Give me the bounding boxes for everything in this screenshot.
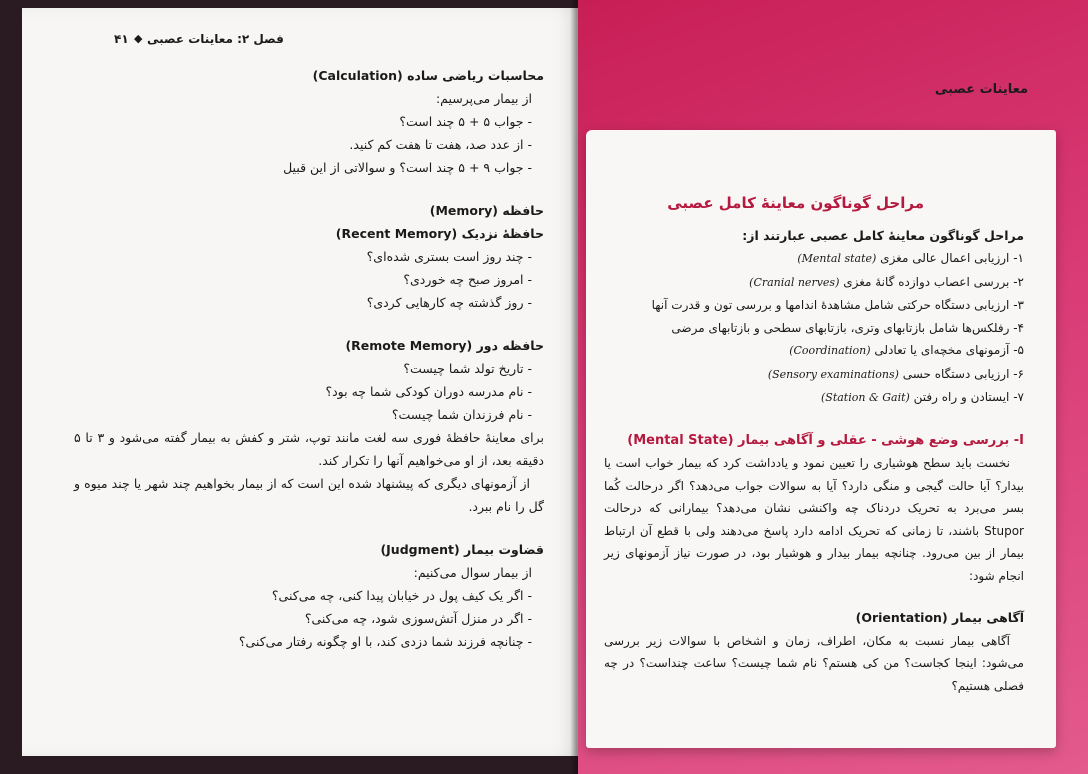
- judgment-intro: از بیمار سوال می‌کنیم:: [413, 565, 532, 580]
- calculation-heading: محاسبات ریاضی ساده (Calculation): [312, 68, 544, 83]
- mental-state-paragraph: نخست باید سطح هوشیاری را تعیین نمود و یادداشت کرد که بیمار خواب است یا بیدار؟ آیا حالت گیجی و منگی دارد؟ آیا به سوالات جواب می‌دهد؟ اگر درحالت کُما بسر می‌برد به تحریک دردناک چه واکنشی نشان می‌دهد؟ بیمارانی که درحالت Stupor باشند، تا زمانی که تحریک ادامه دارد پاسخ می‌دهند ولی با قطع آن ارتباط بیمار از بین می‌رود. چنانچه بیمار بیدار و هوشیار بود، در صورت نیاز آزمونهای زیر انجام شود:: [604, 456, 1024, 583]
- list-item: ۱- ارزیابی اعمال عالی مغزی (Mental state): [797, 251, 1024, 265]
- list-item: - جواب ۹ + ۵ چند است؟ و سوالاتی از این قبیل: [283, 160, 532, 175]
- recent-memory-heading: حافظهٔ نزدیک (Recent Memory): [335, 226, 544, 241]
- list-item: ۴- رفلکس‌ها شامل بازتابهای وتری، بازتابهای سطحی و بازتابهای مرضی: [671, 320, 1024, 335]
- list-item: - از عدد صد، هفت تا هفت کم کنید.: [349, 137, 532, 152]
- list-item: - چند روز است بستری شده‌ای؟: [366, 249, 532, 264]
- list-item: ۳- ارزیابی دستگاه حرکتی شامل مشاهدهٔ اندامها و بررسی تون و قدرت آنها: [651, 298, 1024, 312]
- memory-paragraph: برای معاینهٔ حافظهٔ فوری سه لغت مانند توپ، شتر و کفش به بیمار گفته می‌شود و ۳ تا ۵ دقیقه بعد، از او می‌خواهیم آنها را تکرار کند.: [74, 430, 545, 468]
- orientation-paragraph: آگاهی بیمار نسبت به مکان، اطراف، زمان و اشخاص با سوالات زیر بررسی می‌شود: اینجا کجاست؟ من کی هستم؟ نام شما چیست؟ ساعت چنداست؟ در چه فصلی هستیم؟: [604, 633, 1024, 693]
- mental-state-heading: I- بررسی وضع هوشی - عقلی و آگاهی بیمار (Mental State): [627, 432, 1024, 448]
- chapter-title: فصل ۲: معاینات عصبی: [147, 32, 284, 46]
- list-item: - چنانچه فرزند شما دزدی کند، با او چگونه رفتار می‌کنی؟: [238, 634, 532, 649]
- right-paper: [586, 130, 1056, 748]
- right-body: [604, 192, 1024, 697]
- list-item: - اگر در منزل آتش‌سوزی شود، چه می‌کنی؟: [304, 611, 532, 626]
- list-item: - روز گذشته چه کارهایی کردی؟: [366, 295, 532, 310]
- list-item: ۵- آزمونهای مخچه‌ای یا تعادلی (Coordination): [789, 343, 1024, 357]
- judgment-heading: قضاوت بیمار (Judgment): [380, 542, 544, 557]
- list-item: - تاریخ تولد شما چیست؟: [403, 361, 532, 376]
- left-page: [22, 8, 582, 756]
- list-item: - نام مدرسه دوران کودکی شما چه بود؟: [325, 384, 532, 399]
- remote-memory-heading: حافظه دور (Remote Memory): [345, 338, 544, 353]
- chapter-heading: مراحل گوناگون معاینهٔ کامل عصبی: [667, 194, 924, 212]
- memory-heading: حافظه (Memory): [429, 203, 544, 218]
- list-item: - امروز صبح چه خوردی؟: [403, 272, 532, 287]
- page-number: ۴۱: [114, 32, 129, 46]
- right-page: [578, 0, 1088, 774]
- diamond-icon: ◆: [134, 32, 143, 45]
- list-item: - نام فرزندان شما چیست؟: [391, 407, 532, 422]
- calculation-intro: از بیمار می‌پرسیم:: [435, 91, 532, 106]
- band-title: معاینات عصبی: [934, 82, 1028, 97]
- memory-paragraph: از آزمونهای دیگری که پیشنهاد شده این است که از بیمار بخواهیم چند شهر یا چند میوه و گل را نام ببرد.: [74, 476, 544, 514]
- steps-intro: مراحل گوناگون معاینهٔ کامل عصبی عبارتند از:: [742, 227, 1024, 243]
- list-item: ۲- بررسی اعصاب دوازده گانهٔ مغزی (Cranial nerves): [749, 274, 1024, 289]
- list-item: - اگر یک کیف پول در خیابان پیدا کنی، چه می‌کنی؟: [271, 588, 532, 603]
- list-item: ۷- ایستادن و راه رفتن (Station & Gait): [820, 390, 1024, 404]
- list-item: - جواب ۵ + ۵ چند است؟: [399, 114, 532, 129]
- list-item: ۶- ارزیابی دستگاه حسی (Sensory examinations): [767, 366, 1024, 381]
- orientation-heading: آگاهی بیمار (Orientation): [855, 610, 1024, 625]
- left-body: [74, 64, 544, 653]
